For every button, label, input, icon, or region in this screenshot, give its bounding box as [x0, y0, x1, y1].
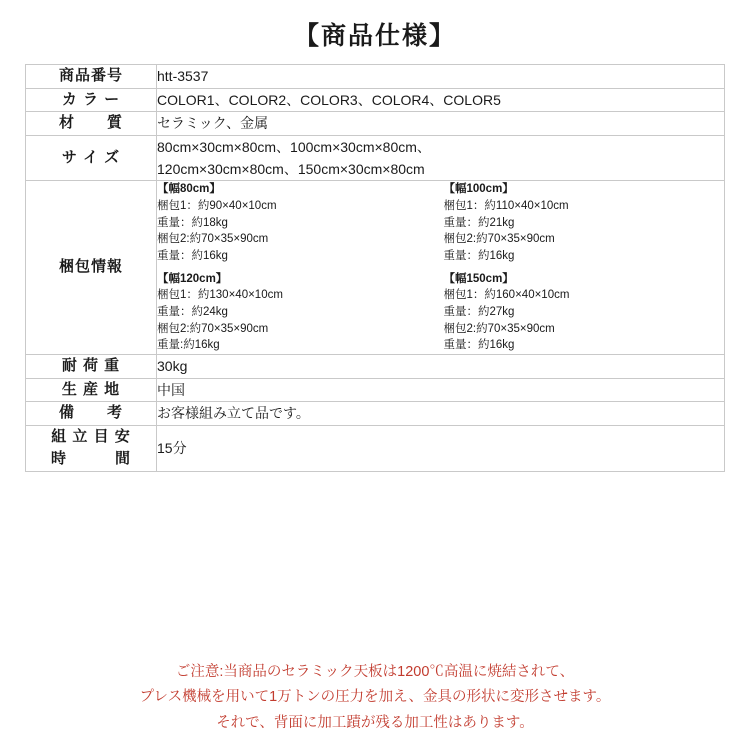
row-label-product-number: 商品番号	[26, 65, 157, 89]
table-row	[26, 378, 725, 402]
assembly-label-line-2: 時 間	[50, 450, 131, 467]
packing-line: 重量:約16kg	[157, 339, 220, 352]
spec-table	[25, 64, 725, 472]
assembly-label-line-1: 組 立 目 安	[51, 427, 131, 445]
row-label-assembly-time	[26, 425, 157, 471]
packing-cell-w120	[157, 271, 438, 354]
packing-line: 梱包2:約70×35×90cm	[443, 233, 555, 246]
packing-head-w120: 【幅120cm】	[157, 272, 228, 285]
row-label-size: サ イ ズ	[26, 135, 157, 181]
packing-line: 重量：約16kg	[443, 339, 515, 352]
row-label-color: カ ラ ー	[26, 88, 157, 112]
row-value-color: COLOR1、COLOR2、COLOR3、COLOR4、COLOR5	[157, 88, 725, 112]
packing-line: 重量：約18kg	[157, 216, 228, 229]
row-label-material: 材 質	[26, 112, 157, 136]
table-row	[26, 135, 725, 181]
table-row	[26, 65, 725, 89]
row-value-remarks: お客様組み立て品です。	[157, 402, 725, 426]
page-title: 【商品仕様】	[293, 22, 456, 50]
packing-head-w80: 【幅80cm】	[157, 183, 221, 196]
row-value-product-number: htt-3537	[157, 65, 725, 89]
table-row	[26, 355, 725, 379]
row-value-material: セラミック、金属	[157, 112, 725, 136]
packing-cell-w100	[444, 181, 725, 264]
packing-line: 重量：約24kg	[157, 305, 228, 318]
notice-line-1: ご注意:当商品のセラミック天板は1200℃高温に焼結されて、	[175, 663, 575, 680]
size-line-1: 80cm×30cm×80cm、100cm×30cm×80cm、	[157, 138, 431, 155]
packing-line: 重量：約16kg	[443, 249, 515, 262]
row-label-origin: 生 産 地	[26, 378, 157, 402]
table-row	[26, 425, 725, 471]
packing-line: 梱包1：約130×40×10cm	[157, 289, 283, 302]
table-row	[26, 88, 725, 112]
packing-line: 梱包1：約160×40×10cm	[443, 289, 570, 302]
packing-line: 梱包2:約70×35×90cm	[157, 322, 269, 335]
packing-head-w100: 【幅100cm】	[443, 183, 514, 196]
packing-line: 梱包2:約70×35×90cm	[443, 322, 555, 335]
packing-head-w150: 【幅150cm】	[443, 272, 514, 285]
packing-line: 重量：約27kg	[443, 305, 515, 318]
row-value-origin: 中国	[157, 378, 725, 402]
packing-line: 梱包1：約90×40×10cm	[157, 199, 277, 212]
table-row	[26, 181, 725, 355]
packing-cell-w80	[157, 181, 438, 264]
row-value-assembly-time: 15分	[157, 425, 725, 471]
row-label-load-capacity: 耐 荷 重	[26, 355, 157, 379]
notice-text	[0, 660, 750, 736]
row-label-remarks: 備 考	[26, 402, 157, 426]
table-row	[26, 112, 725, 136]
packing-line: 重量：約16kg	[157, 249, 228, 262]
packing-line: 梱包2:約70×35×90cm	[157, 233, 269, 246]
packing-grid	[157, 181, 724, 354]
size-line-2: 120cm×30cm×80cm、150cm×30cm×80cm	[157, 160, 425, 177]
table-row	[26, 402, 725, 426]
row-value-load-capacity: 30kg	[157, 355, 725, 379]
row-value-packing	[157, 181, 725, 355]
notice-line-2: プレス機械を用いて1万トンの圧力を加え、金具の形状に変形させます。	[139, 689, 611, 706]
packing-line: 重量：約21kg	[443, 216, 515, 229]
packing-cell-w150	[444, 271, 725, 354]
packing-line: 梱包1：約110×40×10cm	[443, 199, 569, 212]
row-value-size	[157, 135, 725, 181]
notice-line-3: それで、背面に加工蹟が残る加工性はあります。	[216, 714, 534, 731]
row-label-packing: 梱包情報	[26, 181, 157, 355]
